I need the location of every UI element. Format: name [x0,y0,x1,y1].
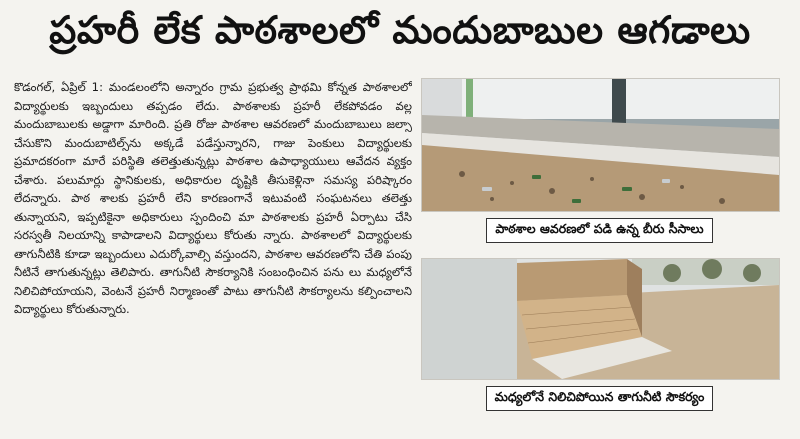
photo-water-facility [421,258,780,380]
headline: ప్రహరీ లేక పాఠశాలలో మందుబాబుల ఆగడాలు [49,8,751,52]
photo-school-courtyard [421,78,780,212]
article-text: కొడంగల్, ఏప్రిల్ 1: మండలంలోని అన్నారం గ్రామ ప్రభుత్వ ప్రాథమి కోన్నత పాఠశాలలో విద్యార్థులకు ఇబ్బందులు తప్పడం లేదు. పాఠశాలకు ప్రహరీ లేకపోవడం వల్ల మందుబాబులకు అడ్డాగా మారింది. ప్రతి రోజు పాఠశాల ఆవరణలో మందుబాబులు జల్సా చేసుకొని మందుబాటిల్స్‌ను అక్కడే పడేస్తున్నారని, గాజు పెంకులు విద్యార్థులకు ప్రమాదకరంగా మారే పరిస్థితి తలెత్తుతున్నట్లు పాఠశాల ఉపాధ్యాయులు ఆవేదన వ్యక్తం చేశారు. పలుమార్లు స్థానికులకు, అధికారుల దృష్టికి తీసుకెళ్లినా సమస్య పరిష్కారం లేదన్నారు. పాఠ శాలకు ప్రహరీ లేని కారణంగానే ఇటువంటి సంఘటనలు తలెత్తు తున్నాయని, ఇప్పటికైనా అధికారులు స్పందించి మా పాఠశాలకు ప్రహరీ ఏర్పాటు చేసి సరస్వతీ నిలయాన్ని కాపాడాలని విద్యార్థులు కోరుతు న్నారు. పాఠశాలలో విద్యార్థులకు తాగునీటికి కూడా ఇబ్బందులు ఎదుర్కోవాల్సి వస్తుందని, పాఠశాల ఆవరణలోని చేతి పంపు నీటినే తాగుతున్నట్లు తెలిపారు. తాగునీటి సౌకర్యానికి సంబంధించిన పను లు మధ్యలోనే నిలిచిపోయాయని, వెంటనే ప్రహరీ నిర్మాణంతో పాటు తాగునీటి సౌకర్యాలను కల్పించాలని విద్యార్థులు కోరుతున్నారు. [14,80,412,316]
article-body [14,78,412,428]
photo2-caption [421,384,778,412]
caption-box: మధ్యలోనే నిలిచిపోయిన తాగునీటి సౌకర్యం [486,386,714,411]
photo1-caption [421,216,778,244]
caption-box: పాఠశాల ఆవరణలో పడి ఉన్న బీరు సీసాలు [486,218,712,243]
